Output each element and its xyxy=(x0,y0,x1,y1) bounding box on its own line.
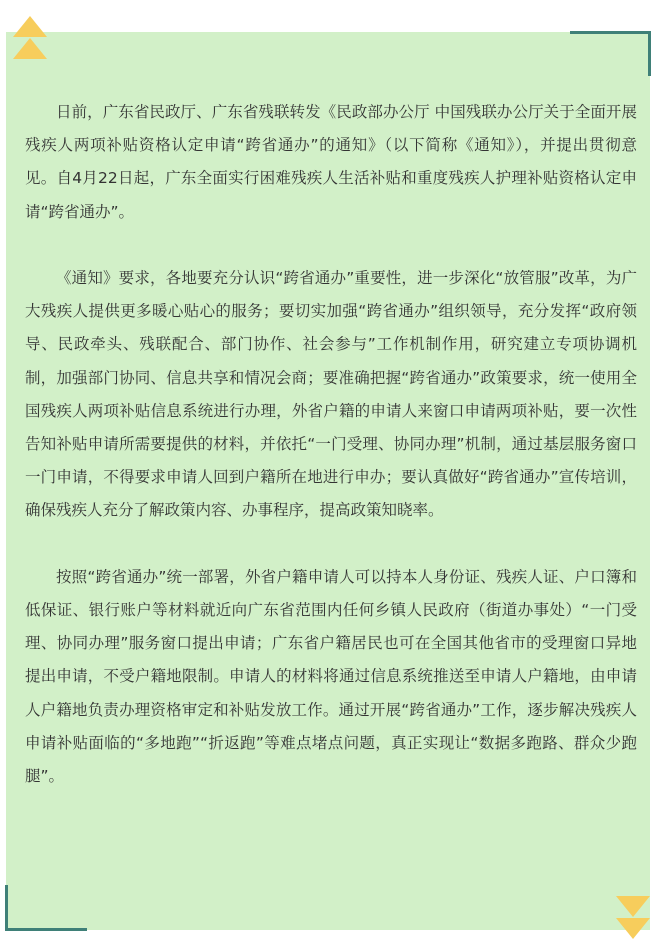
triangle-up-icon xyxy=(13,38,47,59)
triangle-down-icon xyxy=(616,896,650,917)
frame-corner-bottom-left xyxy=(5,885,8,931)
paragraph-1: 日前，广东省民政厅、广东省残联转发《民政部办公厅 中国残联办公厅关于全面开展残疾人两项补贴资格认定申请“跨省通办”的通知》（以下简称《通知》），并提出贯彻意见。自4月22日起，广东全面实行困难残疾人生活补贴和重度残疾人护理补贴资格认定申请“跨省通办”。 xyxy=(25,103,637,221)
frame-corner-top-right-vertical xyxy=(648,31,651,76)
paragraph-2: 《通知》要求，各地要充分认识“跨省通办”重要性，进一步深化“放管服”改革，为广大残疾人提供更多暖心贴心的服务；要切实加强“跨省通办”组织领导，充分发挥“政府领导、民政牵头、残联配合、部门协作、社会参与”工作机制作用，研究建立专项协调机制，加强部门协同、信息共享和情况会商；要准确把握“跨省通办”政策要求，统一使用全国残疾人两项补贴信息系统进行办理，外省户籍的申请人来窗口申请两项补贴，要一次性告知补贴申请所需要提供的材料，并依托“一门受理、协同办理”机制，通过基层服务窗口一门申请，不得要求申请人回到户籍所在地进行申办；要认真做好“跨省通办”宣传培训，确保残疾人充分了解政策内容、办事程序，提高政策知晓率。 xyxy=(25,269,637,520)
triangle-up-icon xyxy=(13,16,47,37)
frame-corner-top-right xyxy=(570,31,651,34)
article-body xyxy=(25,96,637,793)
paragraph-3: 按照“跨省通办”统一部署，外省户籍申请人可以持本人身份证、残疾人证、户口簿和低保证、银行账户等材料就近向广东省范围内任何乡镇人民政府（街道办事处）“一门受理、协同办理”服务窗口提出申请；广东省户籍居民也可在全国其他省市的受理窗口异地提出申请，不受户籍地限制。申请人的材料将通过信息系统推送至申请人户籍地，由申请人户籍地负责办理资格审定和补贴发放工作。通过开展“跨省通办”工作，逐步解决残疾人申请补贴面临的“多地跑”“折返跑”等难点堵点问题，真正实现让“数据多跑路、群众少跑腿”。 xyxy=(25,567,637,786)
triangle-down-icon xyxy=(616,918,650,939)
frame-corner-bottom-left-horizontal xyxy=(5,928,87,931)
